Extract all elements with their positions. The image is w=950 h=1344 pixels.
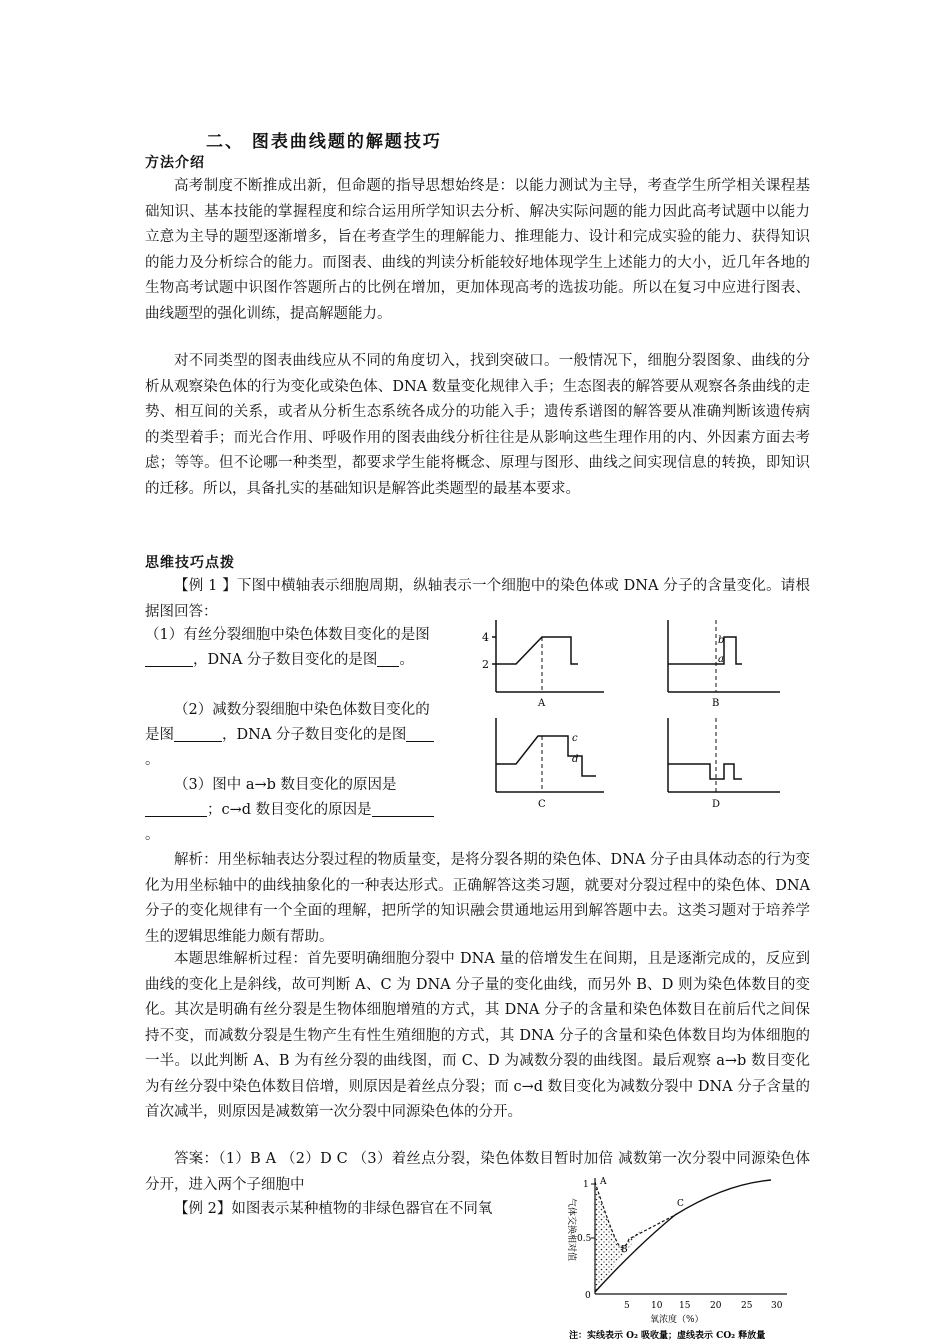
x-axis-title: 氧浓度（%） (650, 1315, 704, 1325)
page-title: 二、 图表曲线题的解题技巧 (206, 132, 442, 152)
point-c-label: C (677, 1199, 684, 1209)
graph-b-mark-b: b (718, 635, 725, 646)
answer-paragraph: 答案：（1）B A （2）D C （3）着丝点分裂，染色体数目暂时加倍 减数第一次分裂中同源染色体分开，进入两个子细胞中 (145, 1151, 810, 1193)
question-2: （2）减数分裂细胞中染色体数目变化的是图 ，DNA 分子数目变化的是图。 (145, 698, 435, 773)
answer-blank (145, 800, 207, 817)
chart-note: 注：实线表示 O₂ 吸收量；虚线表示 CO₂ 释放量 (569, 1331, 766, 1341)
answer-blank (174, 725, 222, 742)
point-b-label: B (621, 1245, 628, 1255)
example-2-intro: 【例 2】如图表示某种植物的非绿色器官在不同氧 (174, 1201, 493, 1217)
x-tick-20: 20 (710, 1301, 722, 1311)
graph-d-label: D (712, 799, 721, 810)
x-tick-10: 10 (651, 1301, 663, 1311)
graph-a-y-label-4: 4 (482, 631, 489, 644)
graph-a-y-label-2: 2 (482, 658, 489, 671)
graph-d-curve (668, 764, 742, 779)
question-1: （1）有丝分裂细胞中染色体数目变化的是图，DNA 分子数目变化的是图 。 (145, 627, 430, 668)
answer-blank (377, 650, 399, 667)
point-a-label: A (600, 1177, 607, 1187)
cell-cycle-figure (470, 612, 810, 817)
graph-c-curve (496, 736, 596, 776)
section-heading-tips: 思维技巧点拨 (145, 555, 235, 571)
x-tick-15: 15 (679, 1301, 691, 1311)
graph-b-curve (668, 637, 742, 664)
section-heading-method: 方法介绍 (145, 155, 205, 171)
paragraph-intro: 高考制度不断推成出新，但命题的指导思想始终是：以能力测试为主导，考查学生所学相关课程基础知识、基本技能的掌握程度和综合运用所学知识去分析、解决实际问题的能力因此高考试题中以能力立意为主导的题型逐渐增多，旨在考查学生的理解能力、推理能力、设计和完成实验的能力、获得知识的能力及分析综合的能力。而图表、曲线的判读分析能较好地体现学生上述能力的大小，近几年各地的生物高考试题中识图作答题所占的比例在增加，更加体现高考的选拔功能。所以在复习中应进行图表、曲线题型的强化训练，提高解题能力。 (145, 178, 810, 322)
question-3: （3）图中 a→b 数目变化的原因是；c→d 数目变化的原因是。 (145, 773, 435, 848)
analysis-paragraph-1: 解析：用坐标轴表达分裂过程的物质量变，是将分裂各期的染色体、DNA 分子由具体动态的行为变化为用坐标轴中的曲线抽象化的一种表达形式。正确解答这类习题，就要对分裂过程中的染色体、DNA 分子的变化规律有一个全面的理解，把所学的知识融会贯通地运用到解答题中去。这类习题对于培养学生的逻辑思维能力颇有帮助。 (145, 852, 810, 945)
o2-absorption-curve (595, 1180, 771, 1292)
y-tick-05: 0.5 (577, 1234, 592, 1244)
answer-blank (372, 800, 434, 817)
graph-c-label: C (538, 799, 546, 810)
graph-c-mark-d: d (572, 754, 579, 765)
x-tick-30: 30 (771, 1301, 783, 1311)
x-tick-25: 25 (741, 1301, 753, 1311)
y-tick-1: 1 (583, 1180, 589, 1190)
example-1-intro: 【例 1 】下图中横轴表示细胞周期，纵轴表示一个细胞中的染色体或 DNA 分子的含量变化。请根据图回答： (145, 578, 810, 620)
graph-b-label: B (712, 698, 720, 709)
x-tick-5: 5 (624, 1301, 630, 1311)
answer-blank (406, 725, 434, 742)
y-axis-title: 气体交换相对值 (566, 1198, 576, 1262)
gas-exchange-chart (555, 1168, 805, 1344)
y-tick-0: 0 (585, 1291, 591, 1301)
graph-a-curve (496, 637, 578, 664)
paragraph-approach: 对不同类型的图表曲线应从不同的角度切入，找到突破口。一般情况下，细胞分裂图象、曲线的分析从观察染色体的行为变化或染色体、DNA 数量变化规律入手；生态图表的解答要从观察各条曲线的走势、相互间的关系，或者从分析生态系统各成分的功能入手；遗传系谱图的解答要从准确判断该遗传病的类型着手；而光合作用、呼吸作用的图表曲线分析往往是从影响这些生理作用的内、外因素方面去考虑；等等。但不论哪一种类型，都要求学生能将概念、原理与图形、曲线之间实现信息的转换，即知识的迁移。所以，具备扎实的基础知识是解答此类题型的最基本要求。 (145, 353, 810, 497)
graph-c-mark-c: c (572, 733, 578, 744)
analysis-paragraph-2: 本题思维解析过程：首先要明确细胞分裂中 DNA 量的倍增发生在间期，且是逐渐完成的，反应到曲线的变化上是斜线，故可判断 A、C 为 DNA 分子量的变化曲线，而另外 B、D 则为染色体数目的变化。其次是明确有丝分裂是生物体细胞增殖的方式，其 DNA 分子的含量和染色体数目在前后代之间保持不变，而减数分裂是生物产生有性生殖细胞的方式，其 DNA 分子的含量和染色体数目均为体细胞的一半。以此判断 A、B 为有丝分裂的曲线图，而 C、D 为减数分裂的曲线图。最后观察 a→b 数目变化为有丝分裂中染色体数目倍增，则原因是着丝点分裂；而 c→d 数目变化为减数分裂中 DNA 分子含量的首次减半，则原因是减数第一次分裂中同源染色体的分开。 (145, 951, 810, 1120)
graph-a-label: A (538, 698, 546, 709)
graph-b-mark-a: a (718, 654, 724, 665)
answer-blank (145, 650, 193, 667)
stippled-region (595, 1182, 643, 1292)
